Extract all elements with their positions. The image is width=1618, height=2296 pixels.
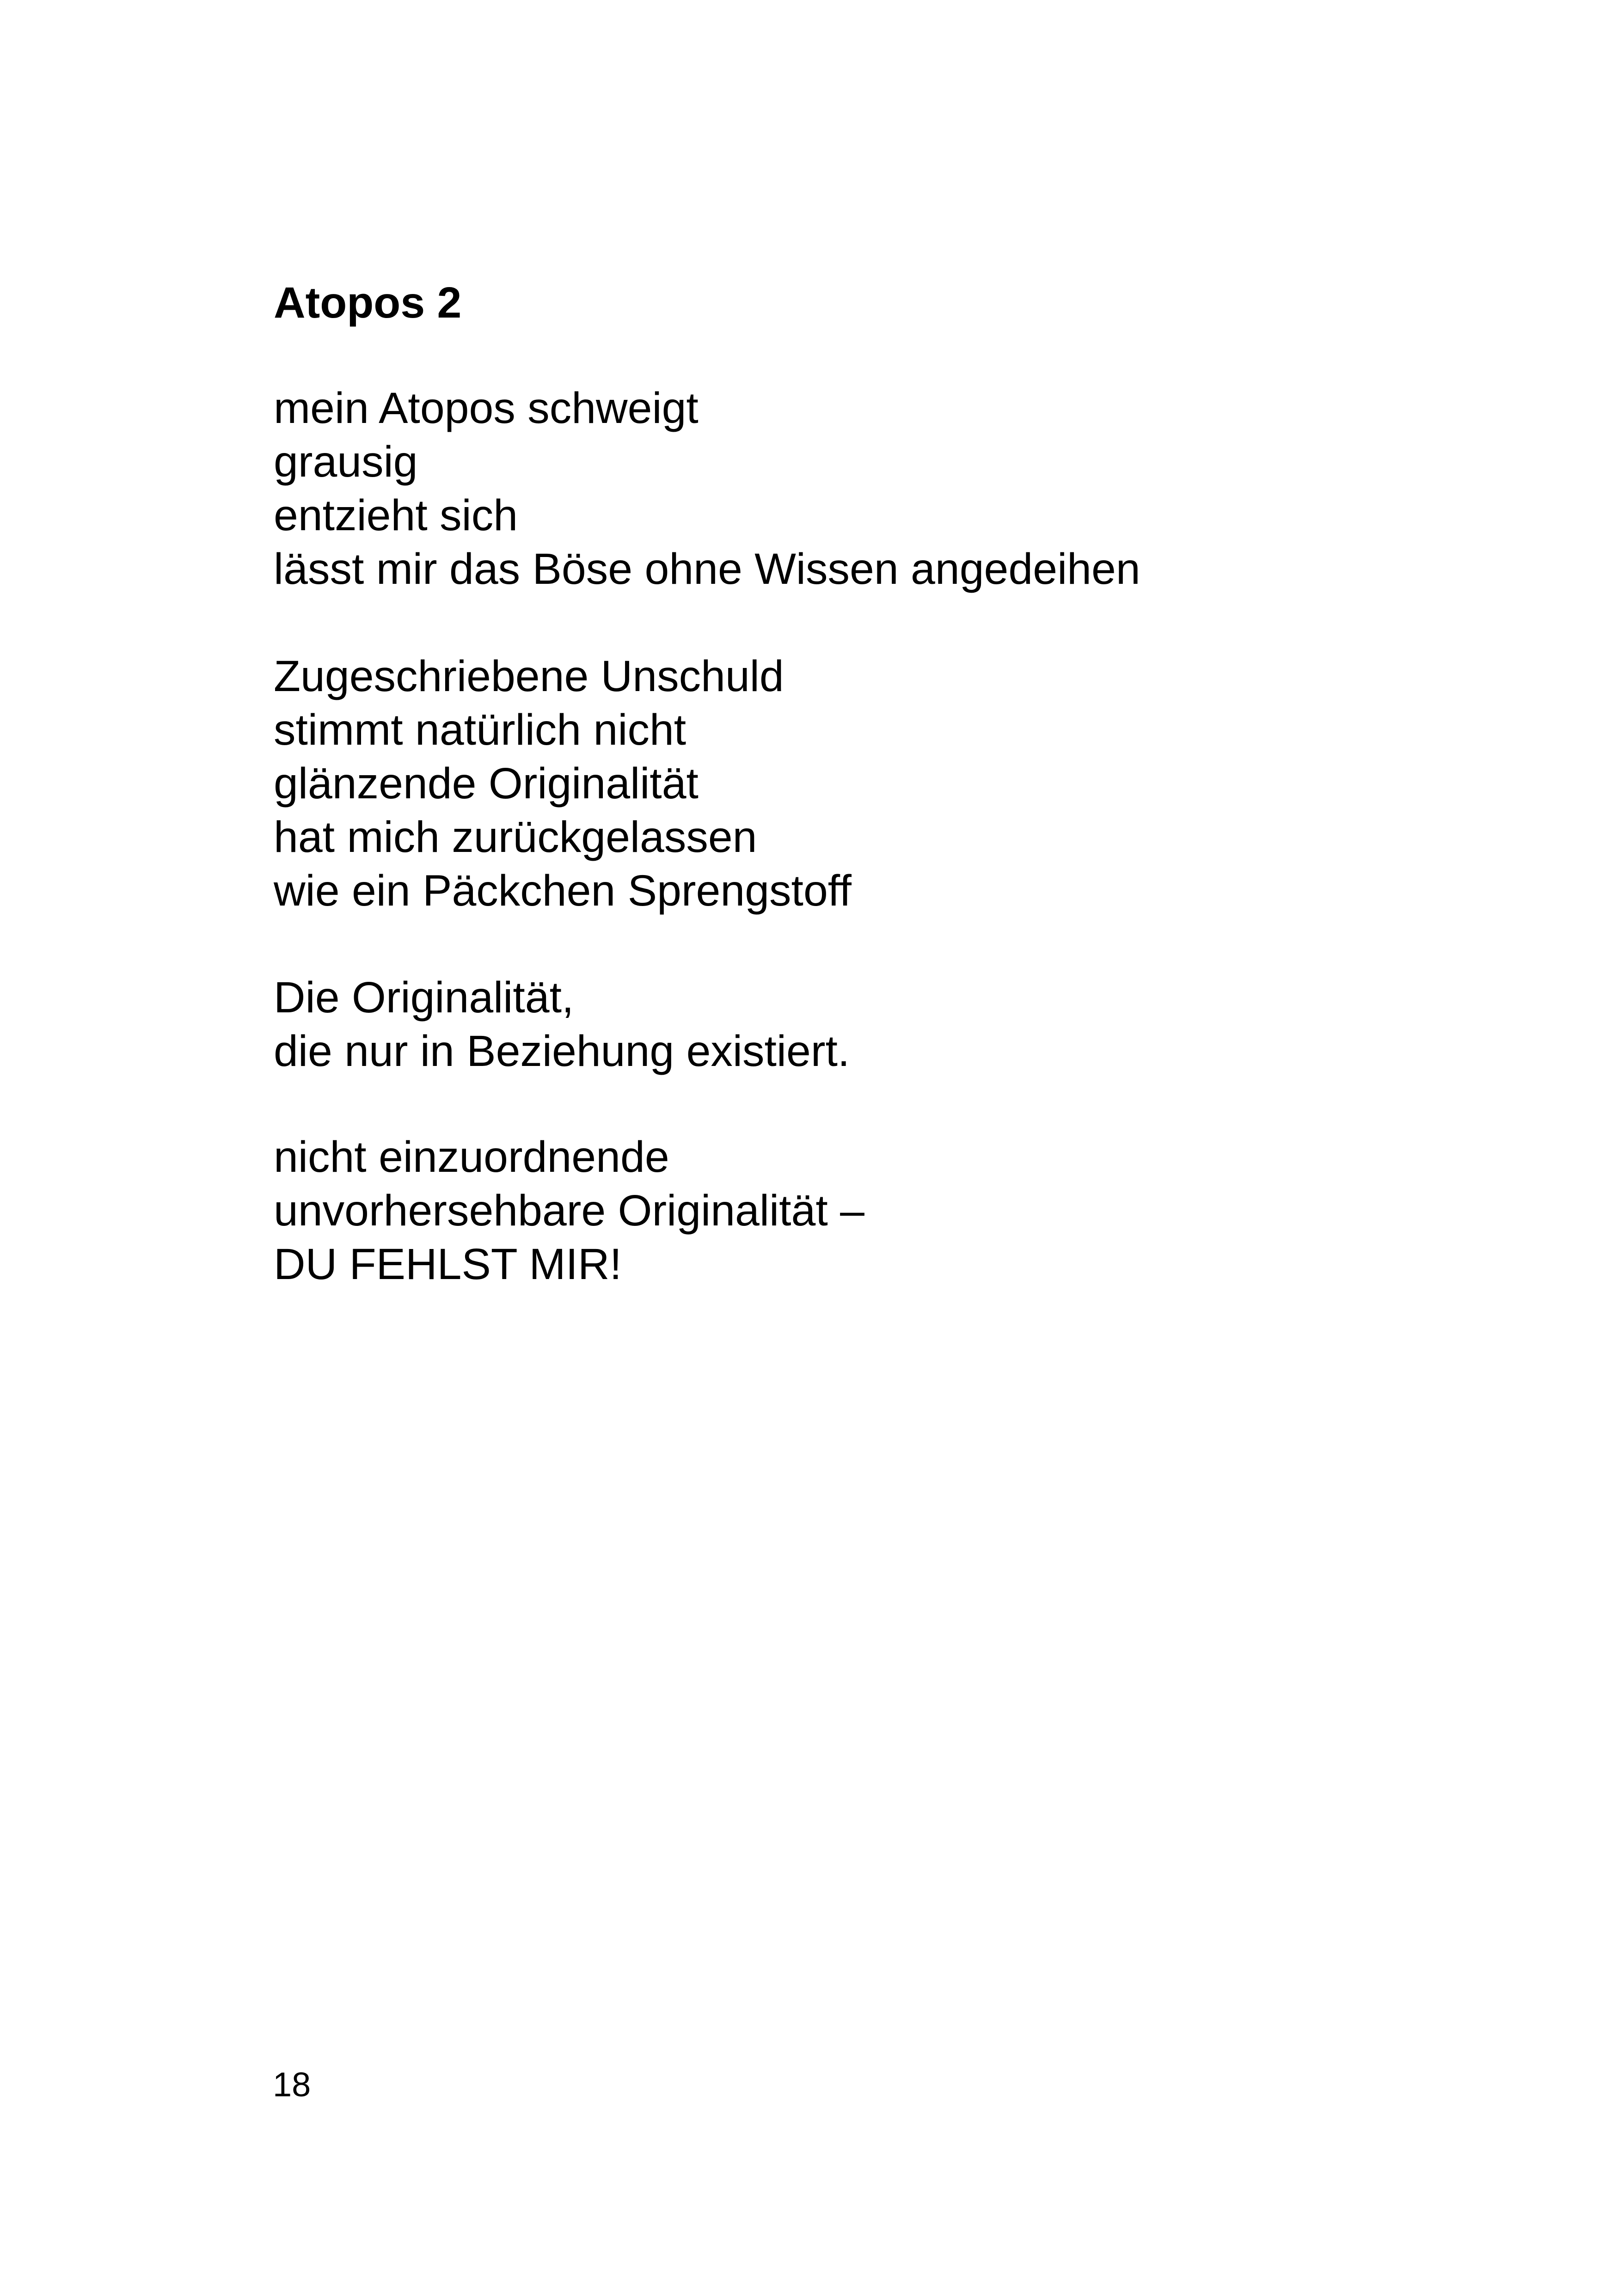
poem-line: glänzende Originalität (274, 759, 699, 808)
page-number: 18 (273, 2065, 311, 2104)
poem-stanza-3 (274, 971, 850, 1078)
poem-line: entzieht sich (274, 491, 518, 540)
poem-line: unvorhersehbare Originalität – (274, 1186, 864, 1235)
poem-line: nicht einzuordnende (274, 1133, 669, 1182)
poem-line: grausig (274, 437, 418, 486)
poem-line: Zugeschriebene Unschuld (274, 652, 784, 701)
poem-line: die nur in Beziehung existiert. (274, 1027, 850, 1076)
poem-line: lässt mir das Böse ohne Wissen angedeihen (274, 545, 1140, 594)
poem-line: mein Atopos schweigt (274, 384, 699, 433)
poem-line: wie ein Päckchen Sprengstoff (274, 866, 852, 915)
poem-line: stimmt natürlich nicht (274, 705, 686, 754)
poem-title: Atopos 2 (274, 278, 462, 327)
poem-stanza-2 (274, 649, 852, 918)
poem-stanza-4 (274, 1130, 864, 1291)
poem-line: hat mich zurückgelassen (274, 813, 757, 862)
poem-line: Die Originalität, (274, 973, 574, 1022)
poem-line: DU FEHLST MIR! (274, 1240, 622, 1289)
poem-stanza-1 (274, 381, 1140, 596)
